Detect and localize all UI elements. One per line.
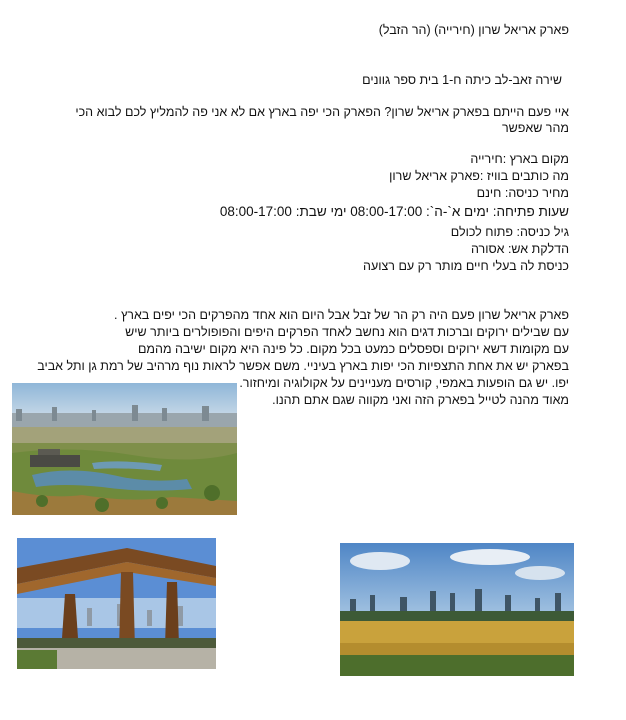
fact-hours: שעות פתיחה: ימים א`-ה`: 08:00-17:00 ימי שבת: 08:00-17:00 — [219, 204, 569, 219]
paragraph-line: עם שבילים ירוקים וברכות דגים הוא נחשב לאחד הפרקים היפים והפופולרים ביותר שיש — [125, 325, 569, 339]
paragraph-line: עם מקומות דשא ירוקים וספסלים כמעט בכל מקום. כל פינה היא מקום ישיבה מהמם — [137, 342, 569, 356]
pergola-photo — [17, 538, 216, 669]
fact-age: גיל כניסה: פתוח לכולם — [450, 225, 569, 239]
fact-animals: כניסת לה בעלי חיים מותר רק עם רצועה — [363, 259, 569, 273]
paragraph-line: פארק אריאל שרון פעם היה רק הר של זבל אבל היום הוא אחד מהפרקים הכי יפים בארץ . — [114, 308, 569, 322]
intro-paragraph: איי פעם הייתם בפארק אריאל שרון? הפארק הכי יפה בארץ אם לא אני פה להמליץ לכם לבוא הכי מהר שאפשר — [75, 105, 569, 135]
fact-waze: מה כותבים בוויז :פארק אריאל שרון — [389, 169, 569, 183]
fact-fire: הדלקת אש: אסורה — [470, 242, 569, 256]
paragraph-line: בפארק יש את אחת התצפיות הכי יפות בארץ בעיניי. משם אפשר לראות נוף מרהיב של רמת גן ותל אביב — [37, 359, 569, 373]
author-line: שירה זאב-לב כיתה ח-1 בית ספר גוונים — [362, 73, 562, 87]
park-facts — [220, 151, 569, 275]
skyline-field-photo — [340, 543, 574, 676]
document-title: פארק אריאל שרון (חירייה) (הר הזבל) — [378, 23, 569, 37]
park-overview-photo — [12, 383, 237, 515]
paragraph-line: יפו. יש גם הופעות באמפי, קורסים מעניינים על אקולוגיה ומיחזור. — [239, 376, 569, 390]
paragraph-line: מאוד מהנה לטייל בפארק הזה ואני מקווה שגם אתם תהנו. — [272, 393, 569, 407]
fact-location: מקום בארץ :חירייה — [470, 152, 569, 166]
fact-price: מחיר כניסה: חינם — [476, 186, 569, 200]
